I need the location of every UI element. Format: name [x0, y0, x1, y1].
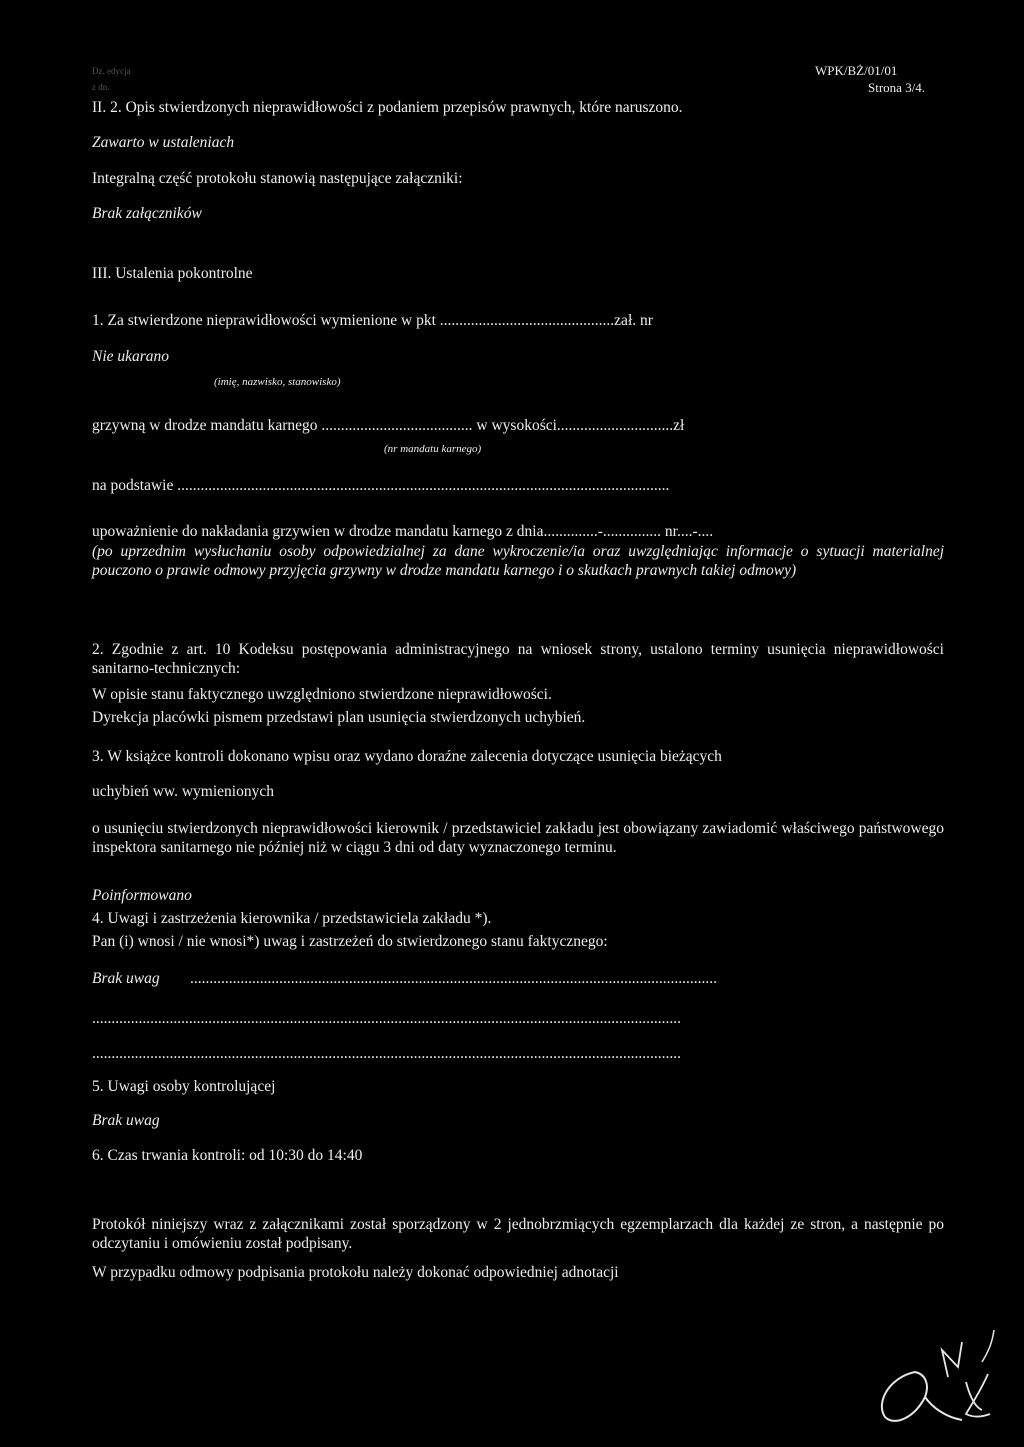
stamp-date: z dn. [92, 82, 110, 92]
item-5-value: Brak uwag [92, 1112, 160, 1129]
section-3-heading: III. Ustalenia pokontrolne [92, 265, 253, 282]
item-2-line-2: W opisie stanu faktycznego uwzględniono stwierdzone nieprawidłowości. [92, 686, 552, 703]
authorization-line: upoważnienie do nakładania grzywien w drodze mandatu karnego z dnia..............-............... nr....-.... [92, 523, 714, 540]
document-code: WPK/BŻ/01/01 [815, 63, 898, 78]
item-5-heading: 5. Uwagi osoby kontrolującej [92, 1078, 276, 1095]
fine-line: grzywną w drodze mandatu karnego ....................................... w wysokości..............................zł [92, 417, 685, 434]
closing-paragraph: Protokół niniejszy wraz z załącznikami został sporządzony w 2 jednobrzmiących egzemplarzach dla każdej ze stron, a następnie po odczytaniu i omówieniu został podpisany. [92, 1216, 944, 1252]
info-note: (po uprzednim wysłuchaniu osoby odpowiedzialnej za dane wykroczenie/ia oraz uwzględniając informacje o sytuacji materialnej pouczono o prawie odmowy przyjęcia grzywny w drodze mandatu karnego i o skutkach prawnych takiej odmowy) [92, 543, 944, 579]
item-4-line: Pan (i) wnosi / nie wnosi*) uwag i zastrzeżeń do stwierdzonego stanu faktycznego: [92, 933, 608, 950]
item-3-notify: o usunięciu stwierdzonych nieprawidłowości kierownik / przedstawiciel zakładu jest obowiązany zawiadomić właściwego państwowego inspektora sanitarnego nie później niż w ciągu 3 dni od daty wyznaczonego terminu. [92, 820, 944, 856]
fine-caption: (nr mandatu karnego) [384, 443, 482, 455]
item-2-line-3: Dyrekcja placówki pismem przedstawi plan usunięcia stwierdzonych uchybień. [92, 709, 586, 726]
item-6-text: 6. Czas trwania kontroli: od 10:30 do 14:40 [92, 1147, 363, 1164]
item-4-value: Brak uwag [92, 970, 160, 987]
penalty-value: Nie ukarano [92, 348, 170, 365]
handwritten-signature [870, 1322, 1000, 1427]
stamp-edition: Dz. edycja [92, 66, 131, 76]
item-4-heading: 4. Uwagi i zastrzeżenia kierownika / przedstawiciela zakładu *). [92, 910, 492, 927]
name-caption: (imię, nazwisko, stanowisko) [214, 376, 341, 388]
notify-value: Poinformowano [92, 887, 192, 904]
item-4-dotted-2: ........................................................................................................................................................ [92, 1010, 681, 1027]
item-4-dotted-3: ........................................................................................................................................................ [92, 1045, 681, 1062]
refusal-note: W przypadku odmowy podpisania protokołu należy dokonać odpowiedniej adnotacji [92, 1264, 619, 1281]
item-4-dotted-1: ........................................................................................................................................ [190, 970, 717, 987]
attachments-value: Brak załączników [92, 205, 202, 222]
findings-note: Zawarto w ustaleniach [92, 134, 235, 151]
item-1-line: 1. Za stwierdzone nieprawidłowości wymienione w pkt .............................................zał. nr [92, 312, 653, 329]
section-2-heading: II. 2. Opis stwierdzonych nieprawidłowości z podaniem przepisów prawnych, które naruszono. [92, 99, 683, 116]
item-2-text: 2. Zgodnie z art. 10 Kodeksu postępowania administracyjnego na wniosek strony, ustalono terminy usunięcia nieprawidłowości sanitarno-technicznych: [92, 641, 944, 677]
page-number: Strona 3/4. [868, 80, 926, 95]
item-3-text: 3. W książce kontroli dokonano wpisu oraz wydano doraźne zalecenia dotyczące usunięcia bieżących [92, 748, 722, 765]
item-3-continuation: uchybień ww. wymienionych [92, 783, 274, 800]
attachments-line: Integralną część protokołu stanowią następujące załączniki: [92, 170, 463, 187]
basis-line: na podstawie ............................................................................................................................... [92, 477, 670, 494]
